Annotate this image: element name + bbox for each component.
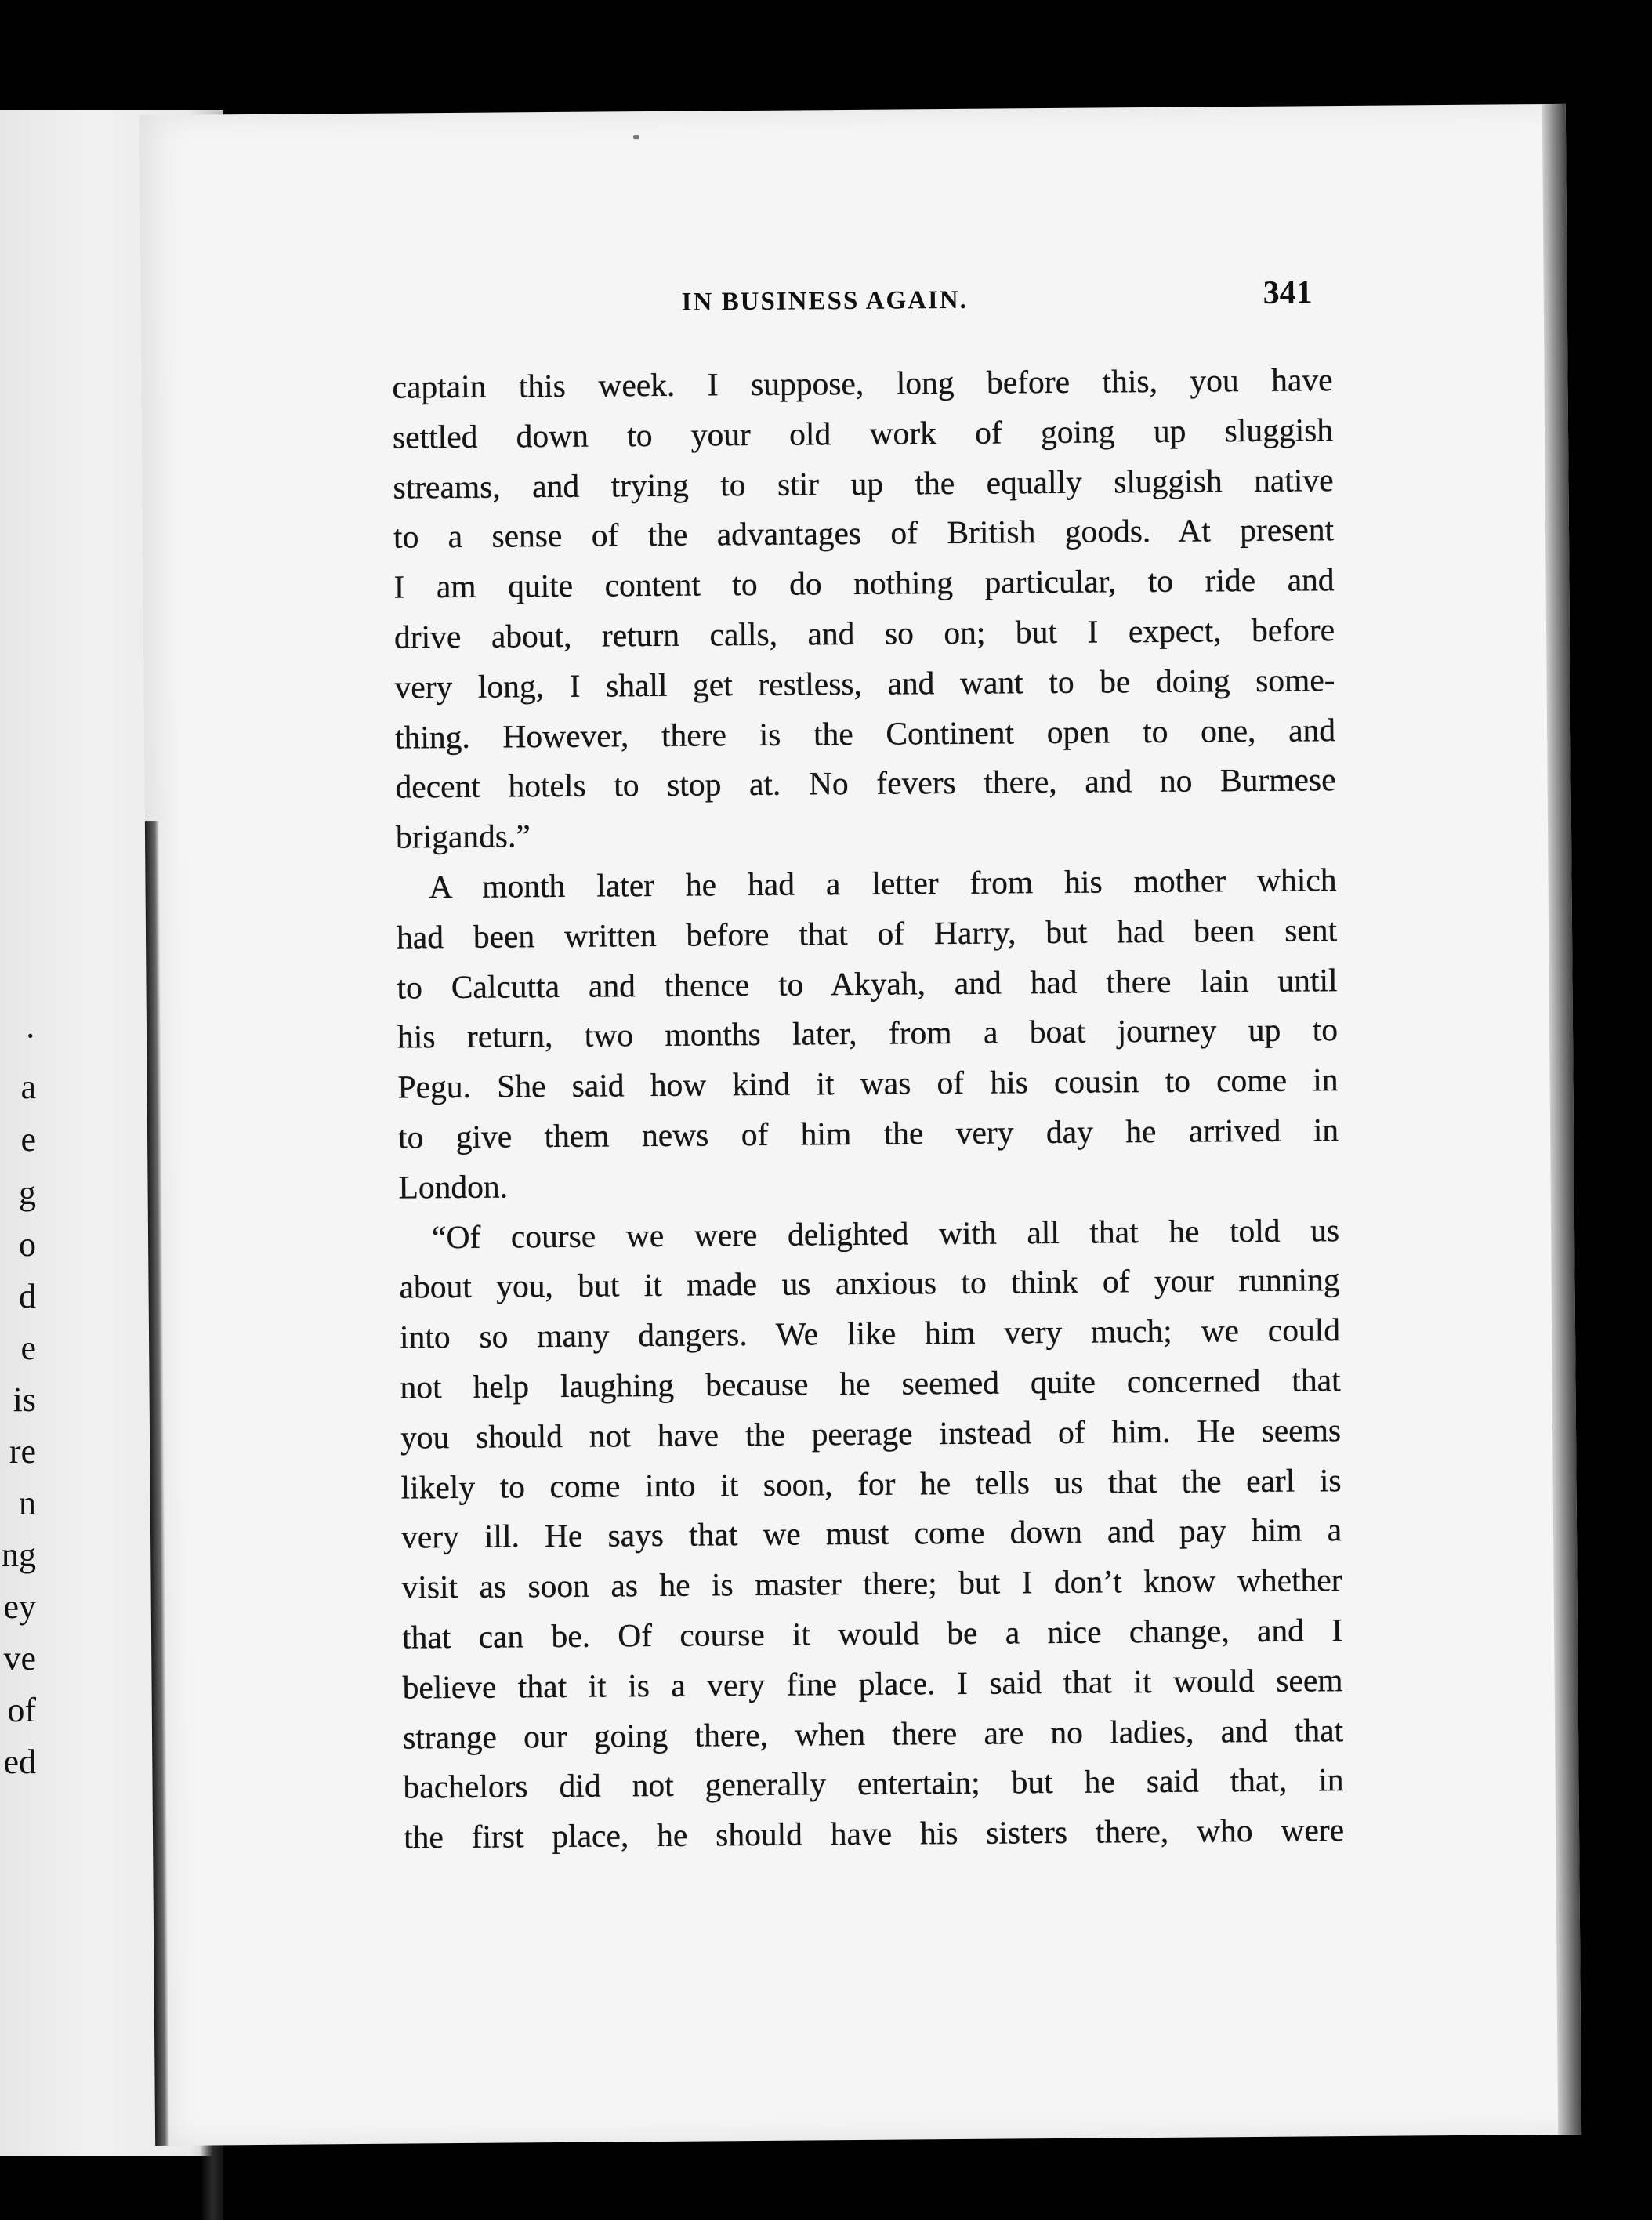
text-line: Pegu. She said how kind it was of his cousin to come in [397, 1061, 1339, 1105]
previous-page-fragment: n [19, 1484, 36, 1522]
text-line: very long, I shall get restless, and want to be doing some- [394, 661, 1335, 706]
page-number: 341 [1263, 274, 1313, 311]
text-line: you should not have the peerage instead of him. He seems [400, 1411, 1342, 1456]
previous-page-fragment: ey [3, 1587, 36, 1626]
previous-page-fragment: d [19, 1277, 36, 1315]
previous-page-fragment: a [20, 1068, 36, 1106]
body-text [392, 355, 1344, 1863]
previous-page-fragment: · [24, 1017, 36, 1055]
text-line: to Calcutta and thence to Akyah, and had there lain until [397, 961, 1338, 1006]
text-line: streams, and trying to stir up the equally sluggish native [393, 461, 1334, 506]
previous-page-fragment: ve [3, 1639, 36, 1678]
previous-page-fragment: of [7, 1691, 36, 1729]
paragraph-first-line: A month later he had a letter from his mother which [429, 862, 1337, 905]
text-line: visit as soon as he is master there; but I don’t know whether [401, 1562, 1342, 1605]
text-line: drive about, return calls, and so on; but I expect, before [393, 611, 1335, 655]
text-line: about you, but it made us anxious to think of your running [399, 1261, 1340, 1305]
text-line: the first place, he should have his sisters there, who were [403, 1812, 1345, 1855]
text-line: his return, two months later, from a boat journey up to [397, 1011, 1339, 1055]
text-line: decent hotels to stop at. No fevers there, and no Burmese [395, 761, 1336, 805]
text-line: thing. However, there is the Continent open to one, and [394, 711, 1336, 756]
previous-page-fragment: is [13, 1380, 36, 1419]
paragraph-end-line: London. [398, 1168, 509, 1206]
text-line: settled down to your old work of going up sluggish [392, 411, 1334, 455]
text-line: into so many dangers. We like him very much; we could [399, 1311, 1341, 1355]
text-line: that can be. Of course it would be a nice change, and I [401, 1612, 1343, 1656]
paper-speck [633, 135, 639, 139]
text-line: captain this week. I suppose, long before this, you have [392, 361, 1333, 405]
text-line: likely to come into it soon, for he tells us that the earl is [400, 1461, 1342, 1506]
previous-page-fragment: g [19, 1173, 36, 1212]
book-page [139, 104, 1581, 2146]
previous-page-fragment: ed [3, 1743, 36, 1781]
previous-page-fragment: o [19, 1225, 36, 1264]
text-line: very ill. He says that we must come down and pay him a [400, 1511, 1342, 1555]
previous-page-fragment: e [20, 1329, 36, 1367]
previous-page-fragment: e [20, 1120, 36, 1159]
paragraph-end-line: brigands.” [395, 818, 531, 855]
paragraph-first-line: “Of course we were delighted with all that he told us [431, 1211, 1340, 1255]
text-line: I am quite content to do nothing particular, to ride and [393, 561, 1335, 605]
text-line: strange our going there, when there are no ladies, and that [402, 1711, 1344, 1756]
text-line: bachelors did not generally entertain; but he said that, in [403, 1761, 1344, 1805]
previous-page-fragment: ng [2, 1536, 36, 1574]
text-line: to a sense of the advantages of British goods. At present [393, 511, 1335, 555]
page-fore-edge [1542, 104, 1581, 2135]
text-line: to give them news of him the very day he arrived in [397, 1112, 1339, 1155]
text-line: believe that it is a very fine place. I said that it would seem [402, 1661, 1343, 1706]
running-head: IN BUSINESS AGAIN. [681, 285, 969, 317]
text-line: had been written before that of Harry, but had been sent [396, 911, 1338, 956]
text-line: not help laughing because he seemed quite concerned that [400, 1362, 1341, 1406]
previous-page-fragment: re [9, 1432, 36, 1471]
